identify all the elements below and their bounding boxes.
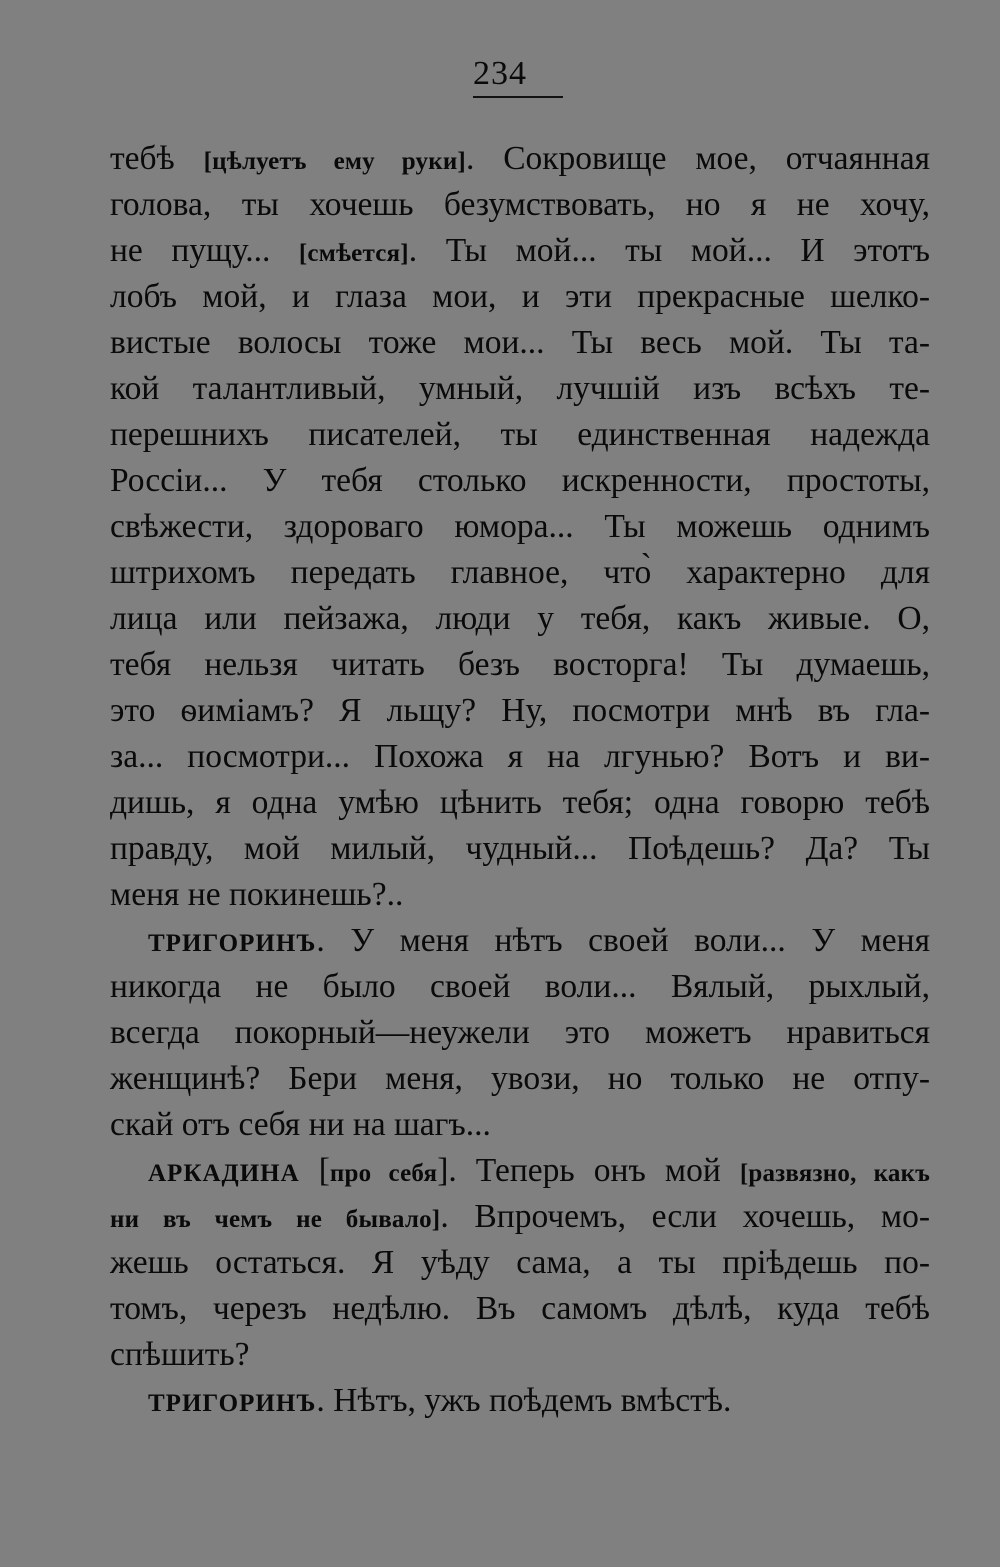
text-run: штрихомъ передать главное, что̀ характерно для — [110, 554, 930, 591]
text-line — [110, 136, 930, 182]
text-line — [110, 182, 930, 228]
text-line — [110, 872, 930, 918]
text-run: кой талантливый, умный, лучшій изъ всѣхъ те- — [110, 370, 930, 407]
text-run: свѣжести, здороваго юмора... Ты можешь однимъ — [110, 508, 930, 545]
text-line — [110, 412, 930, 458]
text-line — [110, 550, 930, 596]
text-run: всегда покорный—неужели это можетъ нравиться — [110, 1014, 930, 1051]
text-line — [110, 1102, 930, 1148]
text-line — [110, 228, 930, 274]
text-run: вистые волосы тоже мои... Ты весь мой. Ты та- — [110, 324, 930, 361]
speech-line — [148, 1378, 930, 1424]
text-line — [110, 1056, 930, 1102]
text-run: за... посмотри... Похожа я на лгунью? Вотъ и ви- — [110, 738, 930, 775]
text-run: не пущу... — [110, 232, 299, 269]
text-run: никогда не было своей воли... Вялый, рыхлый, — [110, 968, 930, 1005]
text-run: . Нѣтъ, ужъ поѣдемъ вмѣстѣ. — [316, 1382, 732, 1419]
text-run: Россіи... У тебя столько искренности, простоты, — [110, 462, 930, 499]
page-number: 234 — [473, 55, 527, 92]
text-line — [110, 1240, 930, 1286]
stage-direction: [развязно, какъ — [739, 1160, 930, 1187]
text-line — [110, 320, 930, 366]
text-run: тебѣ — [110, 140, 204, 177]
text-run: томъ, черезъ недѣлю. Въ самомъ дѣлѣ, куда тебѣ — [110, 1290, 930, 1327]
text-line — [110, 1010, 930, 1056]
text-line — [110, 734, 930, 780]
text-line — [110, 688, 930, 734]
text-run: ]. Теперь онъ мой — [437, 1152, 740, 1189]
text-run: . Ты мой... ты мой... И этотъ — [408, 232, 930, 269]
stage-direction: про себя — [329, 1160, 438, 1187]
page-number-rule — [473, 96, 563, 98]
text-line — [110, 366, 930, 412]
text-line — [110, 1286, 930, 1332]
speaker-name: АРКАДИНА — [148, 1160, 300, 1187]
text-run: . Впрочемъ, если хочешь, мо- — [440, 1198, 930, 1235]
stage-direction: [смѣется] — [298, 240, 409, 267]
text-run: спѣшить? — [110, 1336, 250, 1373]
text-line — [110, 642, 930, 688]
text-line — [110, 596, 930, 642]
text-line — [110, 1194, 930, 1240]
speaker-name: ТРИГОРИНЪ — [148, 930, 317, 957]
text-run: скай отъ себя ни на шагъ... — [110, 1106, 491, 1143]
text-run: меня не покинешь?.. — [110, 876, 404, 913]
text-run: [ — [299, 1152, 330, 1189]
text-run: перешнихъ писателей, ты единственная надежда — [110, 416, 930, 453]
text-run: женщинѣ? Бери меня, увози, но только не отпу- — [110, 1060, 930, 1097]
speech-line — [148, 1148, 930, 1194]
text-run: тебя нельзя читать безъ восторга! Ты думаешь, — [110, 646, 930, 683]
text-line — [110, 826, 930, 872]
text-run: лобъ мой, и глаза мои, и эти прекрасные шелко- — [110, 278, 930, 315]
speech-line — [148, 918, 930, 964]
text-run: дишь, я одна умѣю цѣнить тебя; одна говорю тебѣ — [110, 784, 930, 821]
text-run: . У меня нѣтъ своей воли... У меня — [316, 922, 930, 959]
text-line — [110, 964, 930, 1010]
text-run: голова, ты хочешь безумствовать, но я не хочу, — [110, 186, 930, 223]
text-line — [110, 504, 930, 550]
text-run: лица или пейзажа, люди у тебя, какъ живые. О, — [110, 600, 930, 637]
text-run: . Сокровище мое, отчаянная — [465, 140, 930, 177]
stage-direction: [цѣлуетъ ему руки] — [203, 148, 466, 175]
text-line — [110, 1332, 930, 1378]
text-run: жешь остаться. Я уѣду сама, а ты пріѣдешь по- — [110, 1244, 930, 1281]
text-line — [110, 458, 930, 504]
text-line — [110, 780, 930, 826]
text-line — [110, 274, 930, 320]
text-run: правду, мой милый, чудный... Поѣдешь? Да? Ты — [110, 830, 930, 867]
speaker-name: ТРИГОРИНЪ — [148, 1390, 317, 1417]
text-run: это ѳиміамъ? Я льщу? Ну, посмотри мнѣ въ гла- — [110, 692, 930, 729]
stage-direction: ни въ чемъ не бывало] — [110, 1206, 441, 1233]
